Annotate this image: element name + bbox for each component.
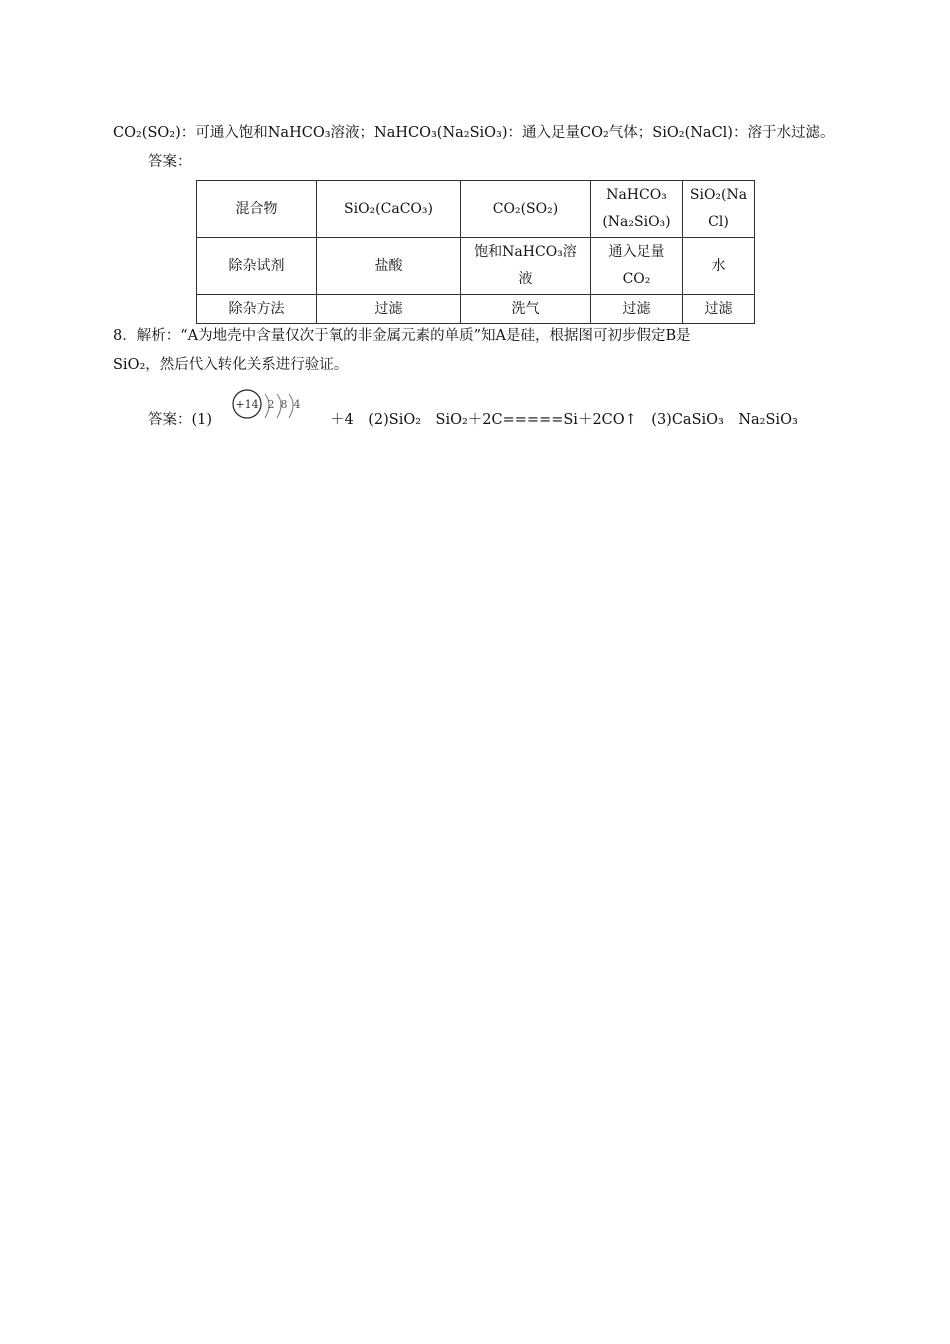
cell-line: 饱和NaHCO₃溶 — [474, 244, 577, 260]
cell-line: 通入足量 — [608, 244, 665, 260]
electron-shell-3 — [289, 394, 293, 418]
table-cell: 盐酸 — [317, 238, 461, 295]
table-cell: 混合物 — [197, 181, 317, 238]
table-cell — [591, 181, 683, 238]
table-cell: 过滤 — [683, 295, 755, 324]
q8-line-2: SiO₂，然后代入转化关系进行验证。 — [113, 357, 349, 373]
table-cell: 过滤 — [591, 295, 683, 324]
cell-line: NaHCO₃ — [606, 187, 667, 203]
intro-line: CO₂(SO₂)：可通入饱和NaHCO₃溶液；NaHCO₃(Na₂SiO₃)：通入足量CO₂气体；SiO₂(NaCl)：溶于水过滤。 — [113, 125, 835, 141]
shell-electrons: 2 — [267, 398, 275, 411]
table-row — [197, 181, 755, 238]
table-cell: CO₂(SO₂) — [461, 181, 591, 238]
silicon-atom-structure-diagram — [228, 388, 304, 432]
q8-answer-rest: ＋4 (2)SiO₂ SiO₂＋2C=====Si＋2CO↑ (3)CaSiO₃ Na₂SiO₃ — [330, 412, 798, 428]
q8-line-1: 8．解析：“A为地壳中含量仅次于氧的非金属元素的单质”知A是硅，根据图可初步假定B是 — [113, 328, 691, 344]
table-cell: 过滤 — [317, 295, 461, 324]
shell-electrons: 4 — [293, 398, 301, 411]
cell-line: CO₂ — [622, 271, 651, 287]
table-cell — [683, 181, 755, 238]
shell-electrons: 8 — [280, 398, 288, 411]
nucleus-charge: +14 — [235, 398, 259, 411]
answer-label: 答案： — [148, 154, 192, 170]
table-cell: 水 — [683, 238, 755, 295]
table-cell: 除杂试剂 — [197, 238, 317, 295]
cell-line: 液 — [518, 271, 533, 287]
cell-line: SiO₂(Na — [689, 187, 748, 203]
table-cell: 洗气 — [461, 295, 591, 324]
table-cell — [461, 238, 591, 295]
table-row — [197, 238, 755, 295]
table-cell: 除杂方法 — [197, 295, 317, 324]
cell-line: Cl) — [708, 214, 729, 230]
cell-line: (Na₂SiO₃) — [602, 214, 671, 230]
table-cell — [591, 238, 683, 295]
table-cell: SiO₂(CaCO₃) — [317, 181, 461, 238]
table-row — [197, 295, 755, 324]
impurity-table — [196, 180, 755, 324]
q8-answer-label: 答案：(1) — [148, 412, 213, 428]
